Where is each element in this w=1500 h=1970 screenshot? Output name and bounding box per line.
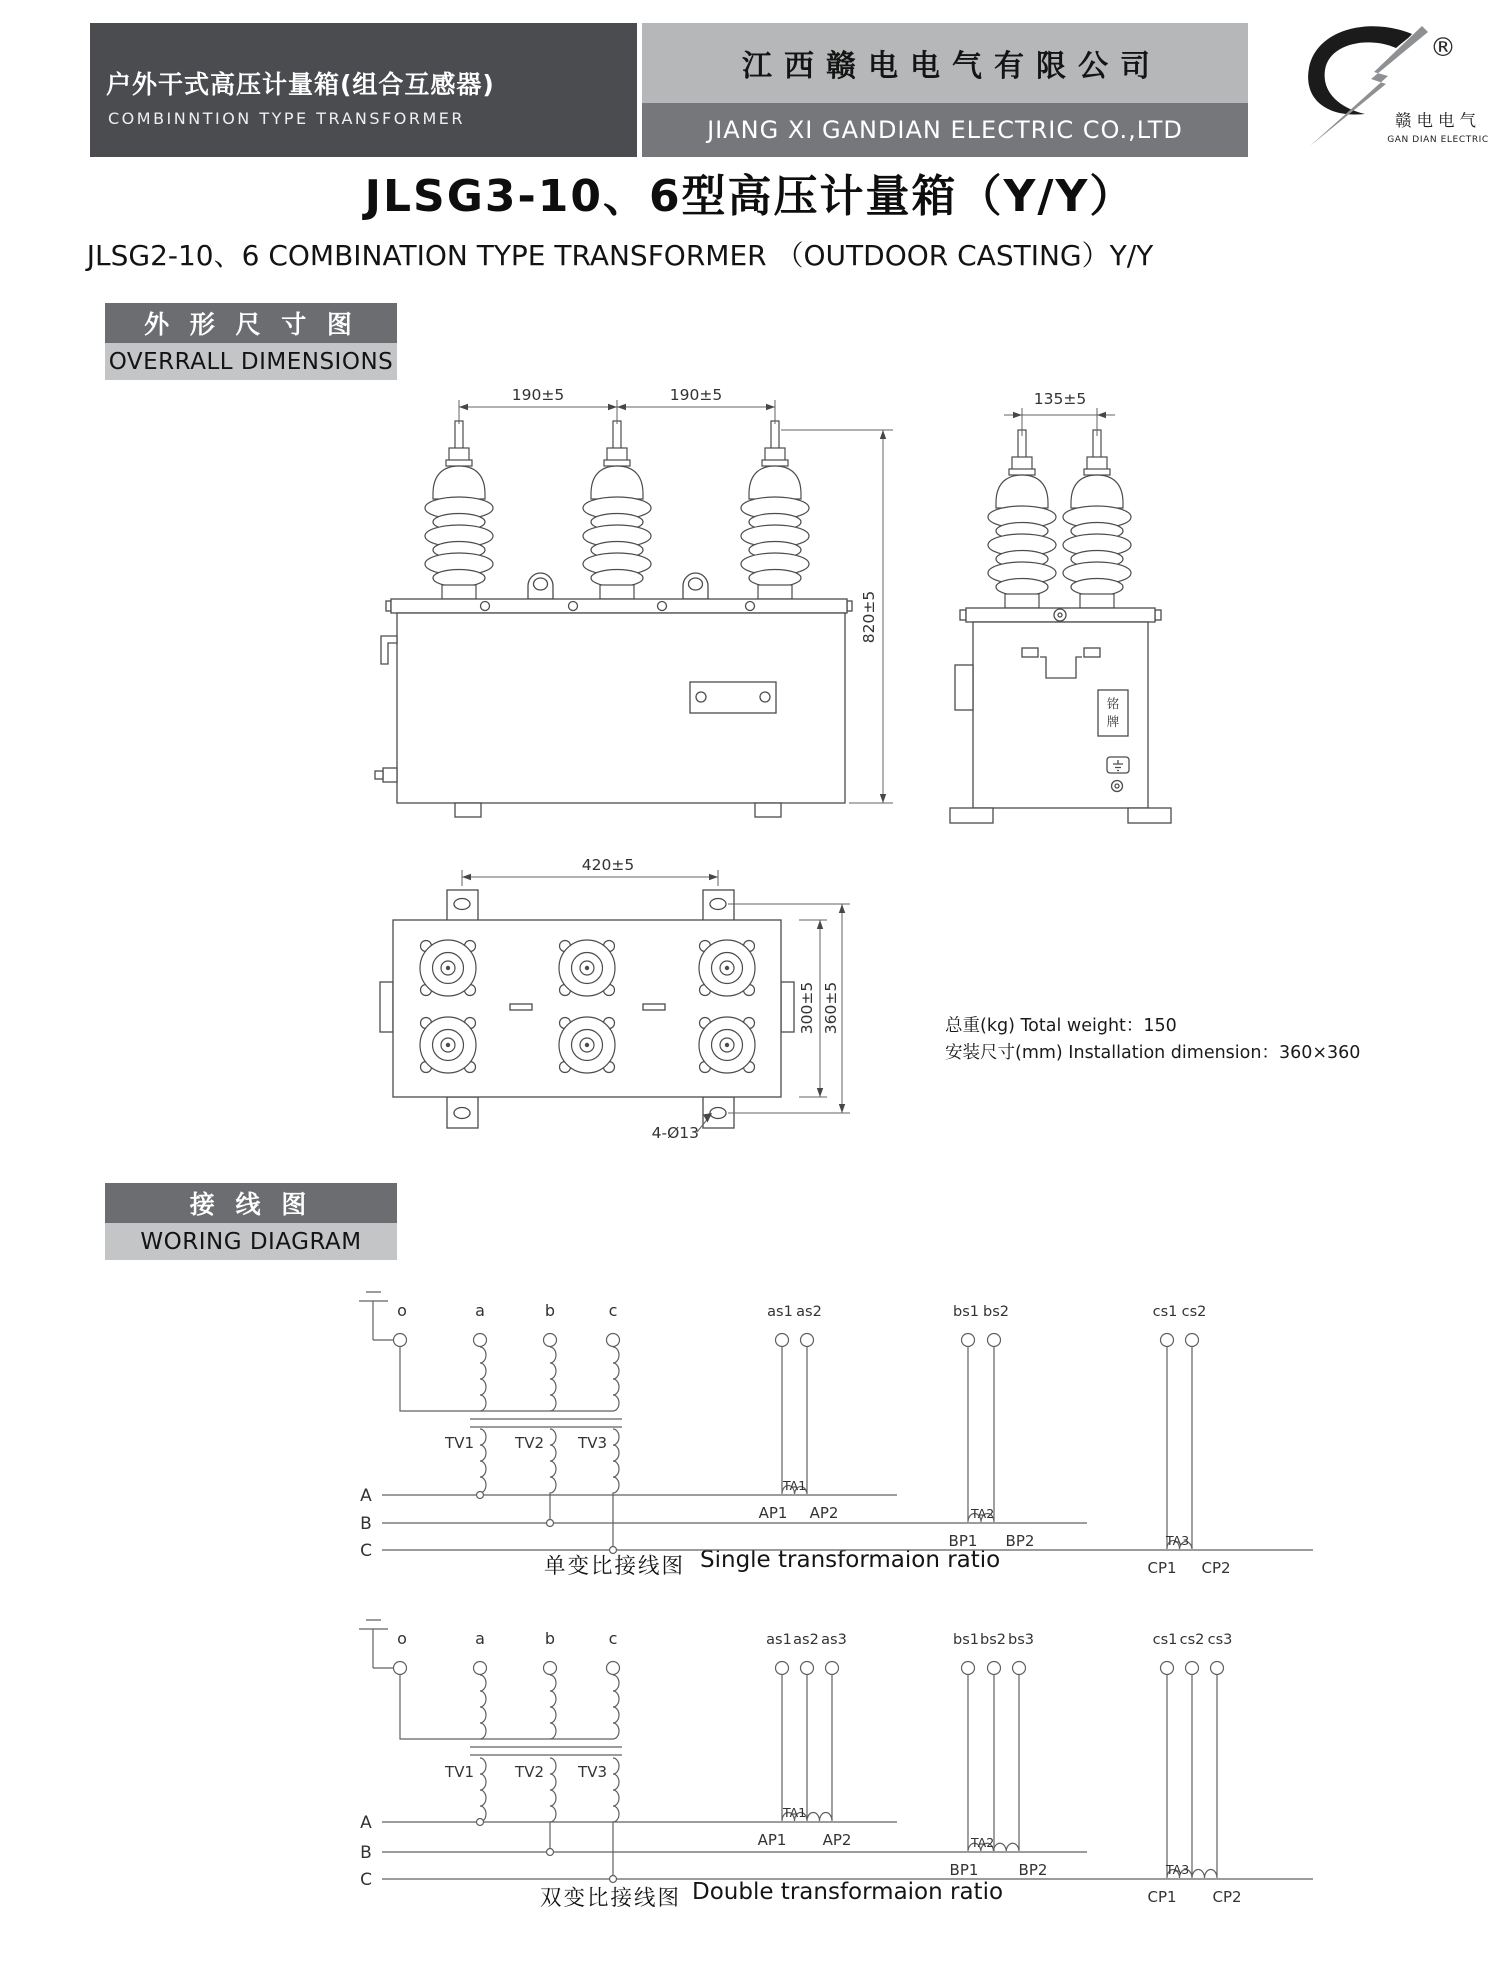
company-name-en: JIANG XI GANDIAN ELECTRIC CO.,LTD xyxy=(642,103,1248,157)
tv2-label: TV2 xyxy=(515,1763,544,1781)
phase-c-label: C xyxy=(360,1541,372,1561)
double-ratio-caption-zh: 双变比接线图 xyxy=(540,1886,682,1911)
ct-c-s2: cs2 xyxy=(1179,1632,1205,1648)
ct-c-p2: CP2 xyxy=(1212,1888,1242,1906)
ct-a-p2: AP2 xyxy=(822,1831,852,1849)
ct-c-p2: CP2 xyxy=(1201,1559,1231,1577)
ct-c-s1: cs1 xyxy=(1152,1632,1178,1648)
tv1-label: TV1 xyxy=(445,1434,474,1452)
ct-b-s1: bs1 xyxy=(953,1632,979,1648)
installation-note: 安装尺寸(mm) Installation dimension：360×360 xyxy=(945,1043,1361,1063)
product-title-zh: 户外干式高压计量箱(组合互感器) xyxy=(106,70,495,99)
dim-top-depth-body: 300±5 xyxy=(798,981,816,1035)
terminal-c: c xyxy=(608,1301,618,1320)
logo-name-en: GAN DIAN ELECTRIC xyxy=(1387,135,1488,145)
ct-a-p1: AP1 xyxy=(758,1504,788,1522)
dim-front-pitch2: 190±5 xyxy=(669,386,723,404)
dim-top-width: 420±5 xyxy=(581,856,635,874)
ct-c-s3: cs3 xyxy=(1207,1632,1233,1648)
ct-a-ta: TA1 xyxy=(783,1478,807,1493)
terminal-c: c xyxy=(608,1629,618,1648)
tv3-label: TV3 xyxy=(578,1763,607,1781)
double-ratio-caption-en: Double transformaion ratio xyxy=(692,1879,1004,1905)
dim-front-pitch1: 190±5 xyxy=(511,386,565,404)
ct-b-s2: bs2 xyxy=(980,1632,1006,1648)
phase-a-label: A xyxy=(360,1486,372,1506)
phase-b-label: B xyxy=(360,1843,372,1863)
section-wiring-en: WORING DIAGRAM xyxy=(105,1223,397,1260)
company-name-zh: 江西赣电电气有限公司 xyxy=(642,23,1248,103)
ct-c-ta: TA3 xyxy=(1166,1533,1190,1548)
phase-b-label: B xyxy=(360,1514,372,1534)
dim-top-holes: 4-Ø13 xyxy=(651,1124,699,1142)
single-ratio-caption-zh: 单变比接线图 xyxy=(544,1554,686,1579)
earth-icon xyxy=(359,1292,393,1340)
ct-b-ta: TA2 xyxy=(971,1506,995,1521)
logo-name-zh: 赣电电气 xyxy=(1395,111,1481,130)
ct-b-ta: TA2 xyxy=(971,1835,995,1850)
nameplate-char-1: 铭 xyxy=(1106,696,1120,711)
terminal-b: b xyxy=(544,1629,556,1648)
dim-side-pitch: 135±5 xyxy=(1033,390,1087,408)
terminal-b: b xyxy=(544,1301,556,1320)
ct-b-p1: BP1 xyxy=(948,1532,978,1550)
section-wiring-zh: 接 线 图 xyxy=(105,1183,397,1223)
ct-a-s3: as3 xyxy=(821,1632,847,1648)
total-weight-note: 总重(kg) Total weight：150 xyxy=(945,1016,1177,1036)
ct-a-s2: as2 xyxy=(793,1632,819,1648)
nameplate-char-2: 牌 xyxy=(1106,714,1120,729)
ct-a-p2: AP2 xyxy=(809,1504,839,1522)
page-title: JLSG3-10、6型高压计量箱（Y/Y） xyxy=(364,171,1136,222)
ct-b-s3: bs3 xyxy=(1008,1632,1034,1648)
phase-a-label: A xyxy=(360,1813,372,1833)
dim-front-height: 820±5 xyxy=(860,590,878,644)
ct-c-p1: CP1 xyxy=(1147,1559,1177,1577)
ct-a-s1: as1 xyxy=(767,1304,793,1320)
terminal-a: a xyxy=(475,1301,485,1320)
phase-c-label: C xyxy=(360,1870,372,1890)
ct-a-s2: as2 xyxy=(796,1304,822,1320)
front-view-drawing xyxy=(375,386,893,817)
page-subtitle: JLSG2-10、6 COMBINATION TYPE TRANSFORMER （OUTDOOR CASTING）Y/Y xyxy=(86,239,1154,272)
tv1-label: TV1 xyxy=(445,1763,474,1781)
terminal-a: a xyxy=(475,1629,485,1648)
side-view-drawing xyxy=(950,390,1171,823)
ct-a-p1: AP1 xyxy=(757,1831,787,1849)
terminal-o: o xyxy=(397,1301,407,1320)
single-ratio-caption-en: Single transformaion ratio xyxy=(700,1547,1001,1573)
dim-top-dep th-mount: 360±5 xyxy=(822,981,840,1035)
ct-b-p1: BP1 xyxy=(949,1861,979,1879)
ct-a-s1: as1 xyxy=(766,1632,792,1648)
ct-a-ta: TA1 xyxy=(783,1805,807,1820)
section-dimensions-en: OVERRALL DIMENSIONS xyxy=(105,343,397,380)
ct-c-ta: TA3 xyxy=(1166,1862,1190,1877)
tv3-label: TV3 xyxy=(578,1434,607,1452)
double-ratio-diagram xyxy=(359,1620,1313,1906)
ct-b-s1: bs1 xyxy=(953,1304,979,1320)
ct-c-s2: cs2 xyxy=(1181,1304,1207,1320)
ct-c-p1: CP1 xyxy=(1147,1888,1177,1906)
single-ratio-diagram xyxy=(359,1292,1313,1577)
terminal-o: o xyxy=(397,1629,407,1648)
product-title-en: COMBINNTION TYPE TRANSFORMER xyxy=(108,109,465,128)
earth-icon xyxy=(359,1620,393,1668)
tv2-label: TV2 xyxy=(515,1434,544,1452)
ct-b-p2: BP2 xyxy=(1005,1532,1035,1550)
top-view-drawing xyxy=(380,856,850,1142)
ct-c-s1: cs1 xyxy=(1152,1304,1178,1320)
section-dimensions-zh: 外 形 尺 寸 图 xyxy=(105,303,397,343)
registered-mark: ® xyxy=(1430,33,1456,63)
ct-b-p2: BP2 xyxy=(1018,1861,1048,1879)
ct-b-s2: bs2 xyxy=(983,1304,1009,1320)
